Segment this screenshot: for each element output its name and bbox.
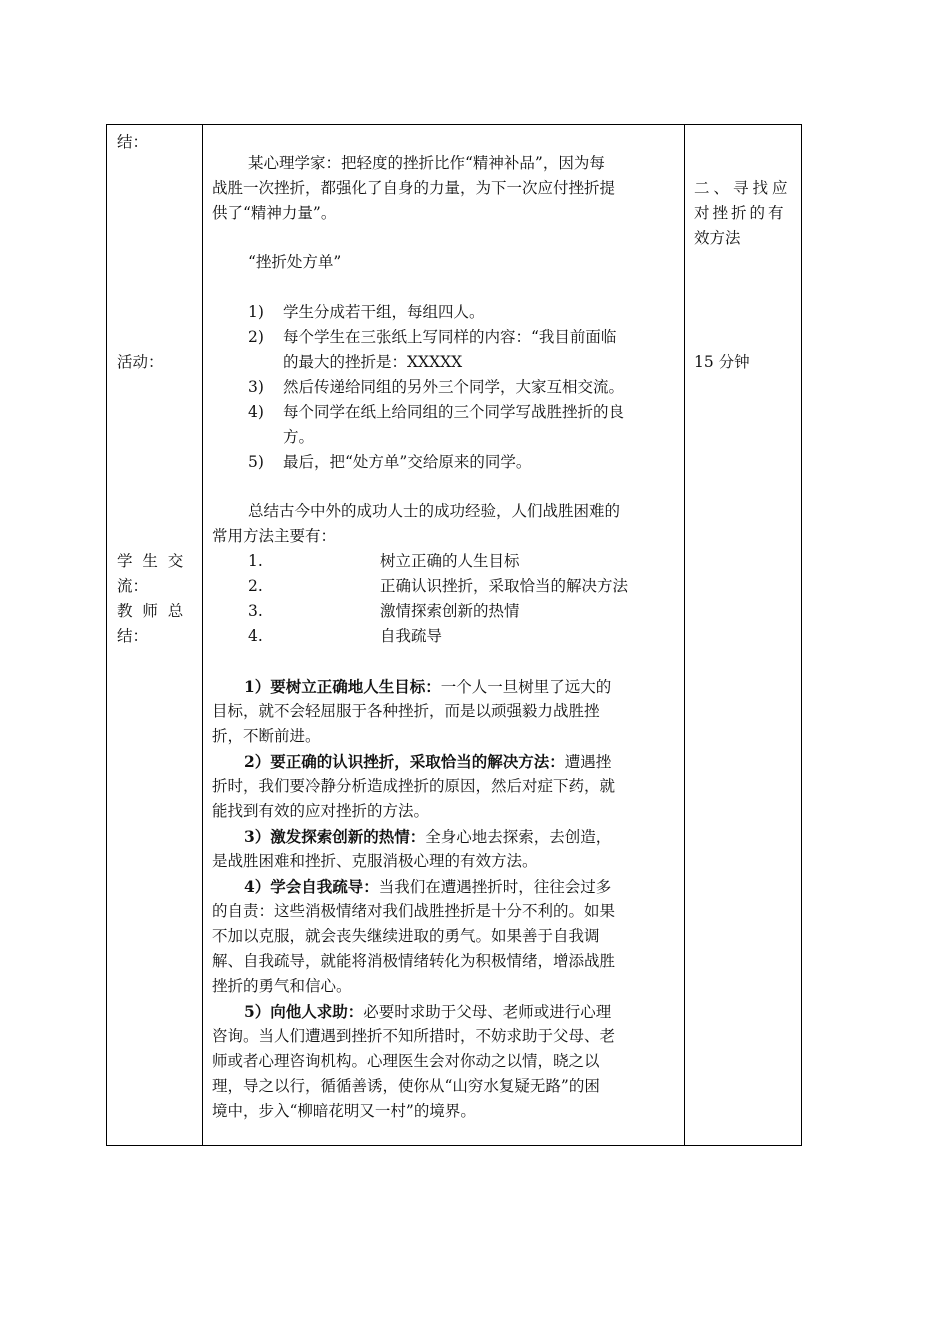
- detail-paragraph: [244, 874, 611, 900]
- duration: 15 分钟: [694, 353, 750, 371]
- intro-line: 供了“精神力量”。: [212, 204, 337, 222]
- summary-line: 常用方法主要有：: [212, 527, 337, 545]
- step-text: 然后传递给同组的另外三个同学，大家互相交流。: [283, 378, 625, 396]
- method-text: 正确认识挫折，采取恰当的解决方法: [380, 577, 629, 595]
- detail-text: 的自责：这些消极情绪对我们战胜挫折是十分不利的。如果: [212, 902, 616, 920]
- detail-heading: 1）要树立正确地人生目标：: [244, 677, 441, 696]
- detail-paragraph: [244, 749, 611, 775]
- step-number: 2): [248, 328, 264, 346]
- method-number: 1.: [248, 552, 263, 570]
- detail-text: 全身心地去探索，去创造，: [425, 828, 612, 846]
- detail-text: 咨询。当人们遭遇到挫折不知所措时，不妨求助于父母、老: [212, 1027, 616, 1045]
- summary-line: 总结古今中外的成功人士的成功经验，人们战胜困难的: [248, 502, 621, 520]
- section-title: 对挫折的有: [694, 204, 787, 222]
- label-teacher-2: 结：: [117, 627, 149, 645]
- detail-text: 能找到有效的应对挫折的方法。: [212, 802, 430, 820]
- method-text: 树立正确的人生目标: [380, 552, 520, 570]
- detail-paragraph: [244, 999, 611, 1025]
- detail-paragraph: [244, 824, 611, 850]
- detail-heading: 3）激发探索创新的热情：: [244, 827, 426, 846]
- label-teacher-1: 教 师 总: [117, 602, 184, 620]
- detail-text: 一个人一旦树里了远大的: [440, 678, 612, 696]
- method-number: 4.: [248, 627, 263, 645]
- detail-text: 当我们在遭遇挫折时，往往会过多: [378, 878, 612, 896]
- detail-text: 遭遇挫: [564, 753, 612, 771]
- detail-text: 必要时求助于父母、老师或进行心理: [363, 1003, 612, 1021]
- method-text: 激情探索创新的热情: [380, 602, 520, 620]
- right-column: [686, 125, 802, 1145]
- detail-heading: 2）要正确的认识挫折，采取恰当的解决方法：: [244, 752, 565, 771]
- section-title: 二、寻找应: [694, 179, 792, 197]
- lesson-table: [106, 124, 802, 1146]
- step-number: 3): [248, 378, 264, 396]
- detail-heading: 4）学会自我疏导：: [244, 877, 379, 896]
- step-text: 最后，把“处方单”交给原来的同学。: [283, 453, 532, 471]
- detail-text: 是战胜困难和挫折、克服消极心理的有效方法。: [212, 852, 538, 870]
- method-number: 2.: [248, 577, 263, 595]
- detail-text: 解、自我疏导，就能将消极情绪转化为积极情绪，增添战胜: [212, 952, 616, 970]
- detail-paragraph: [244, 674, 611, 700]
- detail-text: 不加以克服，就会丧失继续进取的勇气。如果善于自我调: [212, 927, 600, 945]
- label-top: 结：: [117, 133, 149, 151]
- method-text: 自我疏导: [380, 627, 443, 645]
- detail-text: 理，导之以行，循循善诱，使你从“山穷水复疑无路”的困: [212, 1077, 600, 1095]
- step-number: 5): [248, 453, 264, 471]
- detail-text: 挫折的勇气和信心。: [212, 977, 352, 995]
- method-number: 3.: [248, 602, 263, 620]
- detail-text: 折，不断前进。: [212, 727, 321, 745]
- step-text: 每个同学在纸上给同组的三个同学写战胜挫折的良: [283, 403, 625, 421]
- section-title: 效方法: [694, 229, 741, 247]
- step-text: 的最大的挫折是：XXXXX: [283, 353, 463, 371]
- label-student-2: 流：: [117, 577, 149, 595]
- intro-line: 战胜一次挫折，都强化了自身的力量，为下一次应付挫折提: [212, 179, 616, 197]
- intro-line: 某心理学家：把轻度的挫折比作“精神补品”，因为每: [248, 154, 605, 172]
- step-text: 每个学生在三张纸上写同样的内容：“我目前面临: [283, 328, 617, 346]
- detail-heading: 5）向他人求助：: [244, 1002, 364, 1021]
- prescription-title: “挫折处方单”: [248, 253, 342, 271]
- step-number: 4): [248, 403, 264, 421]
- content-column: [204, 125, 685, 1145]
- label-activity: 活动：: [117, 353, 164, 371]
- step-text: 学生分成若干组，每组四人。: [283, 303, 485, 321]
- detail-text: 境中，步入“柳暗花明又一村”的境界。: [212, 1102, 476, 1120]
- left-column: [107, 125, 203, 1145]
- label-student-1: 学 生 交: [117, 552, 184, 570]
- step-text: 方。: [283, 428, 315, 446]
- detail-text: 折时，我们要冷静分析造成挫折的原因，然后对症下药，就: [212, 777, 616, 795]
- step-number: 1): [248, 303, 264, 321]
- detail-text: 目标，就不会轻屈服于各种挫折，而是以顽强毅力战胜挫: [212, 702, 600, 720]
- detail-text: 师或者心理咨询机构。心理医生会对你动之以情，晓之以: [212, 1052, 600, 1070]
